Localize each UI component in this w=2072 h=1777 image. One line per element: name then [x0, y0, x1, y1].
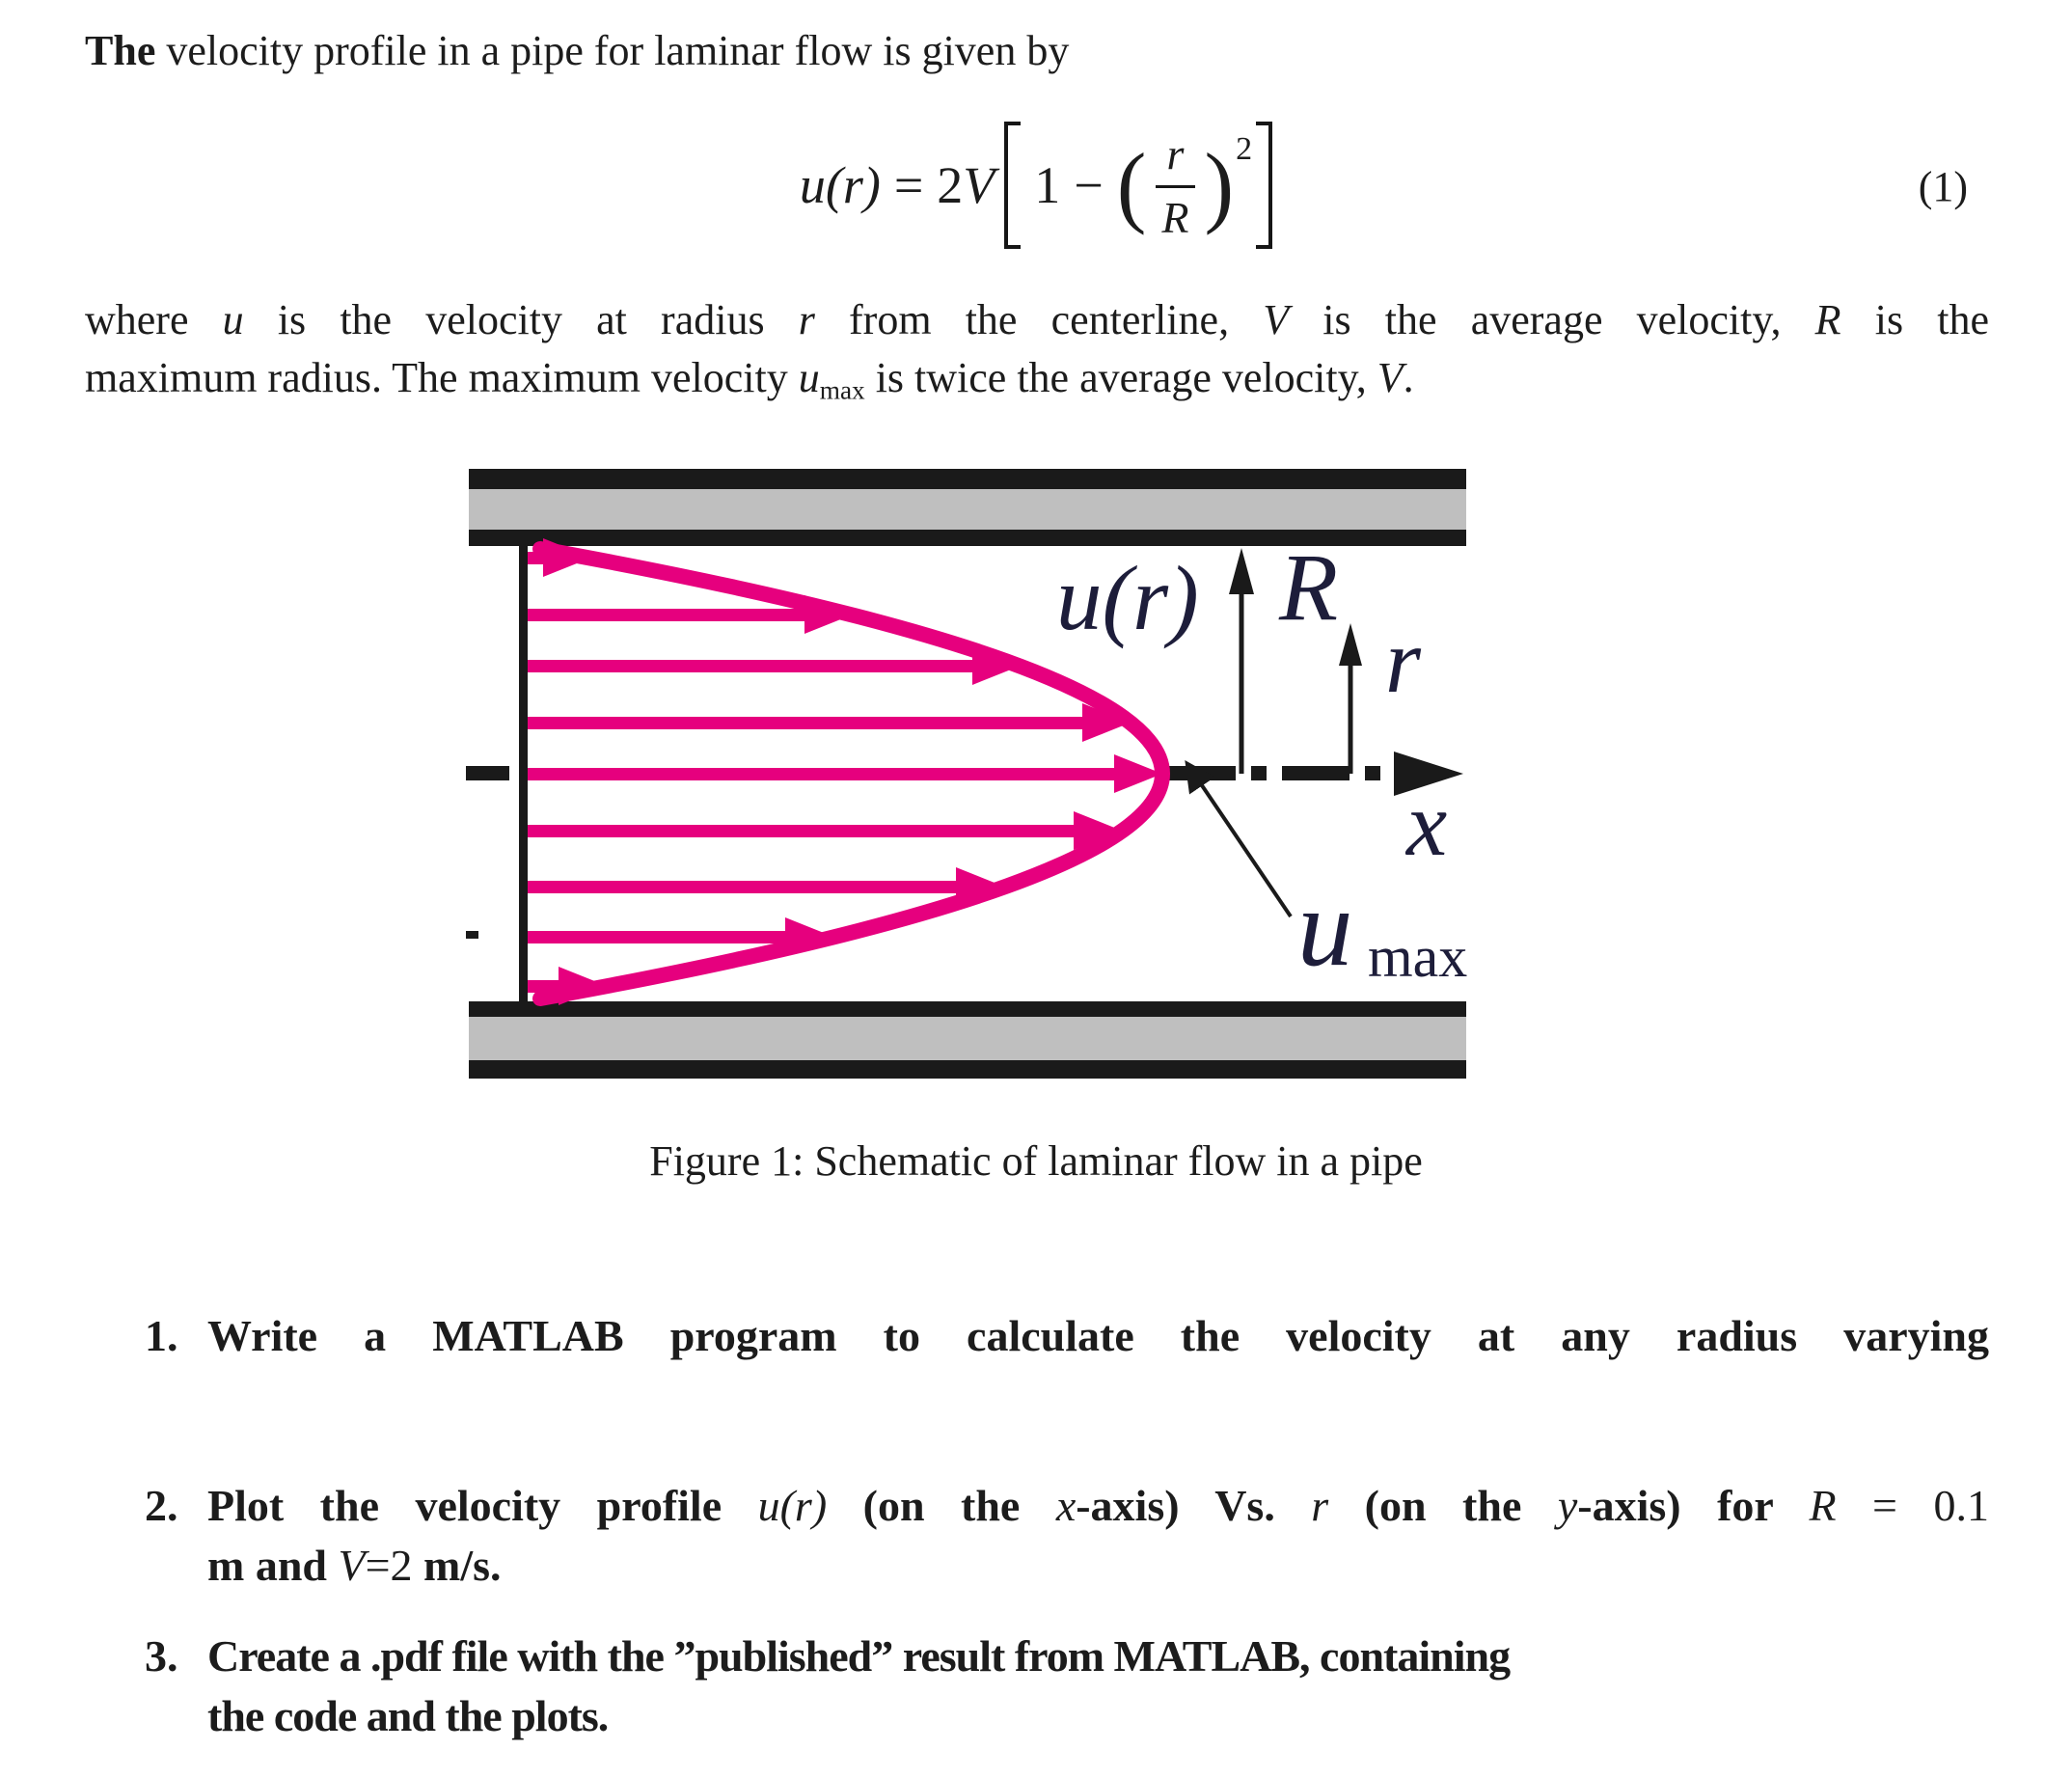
- task-3-number: 3.: [145, 1631, 178, 1681]
- paragraph-line-2: maximum radius. The maximum velocity umax is twice the average velocity, V.: [85, 354, 1414, 405]
- task-2-body: [207, 1476, 1989, 1596]
- umax-pointer-arrow: [1187, 764, 1291, 916]
- fraction-r-over-R: [1150, 128, 1200, 243]
- task-3: [145, 1627, 1989, 1746]
- label-u-of-r: u(r): [1056, 547, 1199, 649]
- equation-number: (1): [1918, 163, 1968, 210]
- one-term: 1: [1034, 156, 1061, 214]
- task-3-line-1: Create a .pdf file with the ”published” result from MATLAB, containing: [207, 1631, 1511, 1681]
- label-umax: u: [1297, 866, 1353, 989]
- task-3-line-2: the code and the plots.: [207, 1691, 609, 1740]
- figure-caption: Figure 1: Schematic of laminar flow in a pipe: [649, 1137, 1423, 1185]
- fraction-denominator: R: [1161, 192, 1189, 242]
- task-1: [145, 1306, 1989, 1366]
- task-2: [145, 1476, 1989, 1596]
- task-2-line-1: Plot the velocity profile u(r) (on the x-axis) Vs. r (on the y-axis) for R = 0.1: [207, 1481, 1989, 1530]
- exponent: 2: [1236, 131, 1253, 167]
- equation-block: [0, 118, 2072, 253]
- task-1-line-1: Write a MATLAB program to calculate the velocity at any radius varying: [207, 1311, 1989, 1360]
- right-square-bracket: [1256, 122, 1272, 249]
- label-r: r: [1385, 610, 1421, 712]
- right-paren: ): [1204, 134, 1235, 235]
- intro-sentence: The velocity profile in a pipe for laminar flow is given by: [85, 27, 1070, 74]
- r-arrow: [1339, 623, 1362, 774]
- task-2-line-2: m and V=2 m/s.: [207, 1541, 502, 1590]
- left-square-bracket: [1004, 122, 1021, 249]
- task-3-body: [207, 1627, 1989, 1746]
- pipe-bottom-wall: [469, 1001, 1466, 1079]
- coefficient: 2V: [937, 156, 995, 214]
- R-arrow: [1229, 548, 1254, 774]
- body-paragraph: [85, 291, 1989, 420]
- task-1-body: [207, 1306, 1989, 1366]
- label-x: x: [1406, 773, 1448, 875]
- task-2-number: 2.: [145, 1481, 178, 1530]
- equation-lhs: u(r): [799, 156, 881, 214]
- paragraph-line-1: where u is the velocity at radius r from the centerline, V is the average velocity, R is the: [85, 296, 1989, 343]
- label-R: R: [1279, 533, 1339, 641]
- equals-sign: =: [893, 156, 924, 214]
- left-paren: (: [1116, 134, 1147, 235]
- label-umax-subscript: max: [1368, 925, 1468, 989]
- fraction-numerator: r: [1156, 128, 1196, 188]
- minus-sign: −: [1074, 156, 1104, 214]
- figure-pipe-schematic: [466, 469, 1476, 1080]
- inlet-line: [519, 546, 528, 1001]
- equation: [0, 118, 2072, 253]
- task-1-number: 1.: [145, 1311, 178, 1360]
